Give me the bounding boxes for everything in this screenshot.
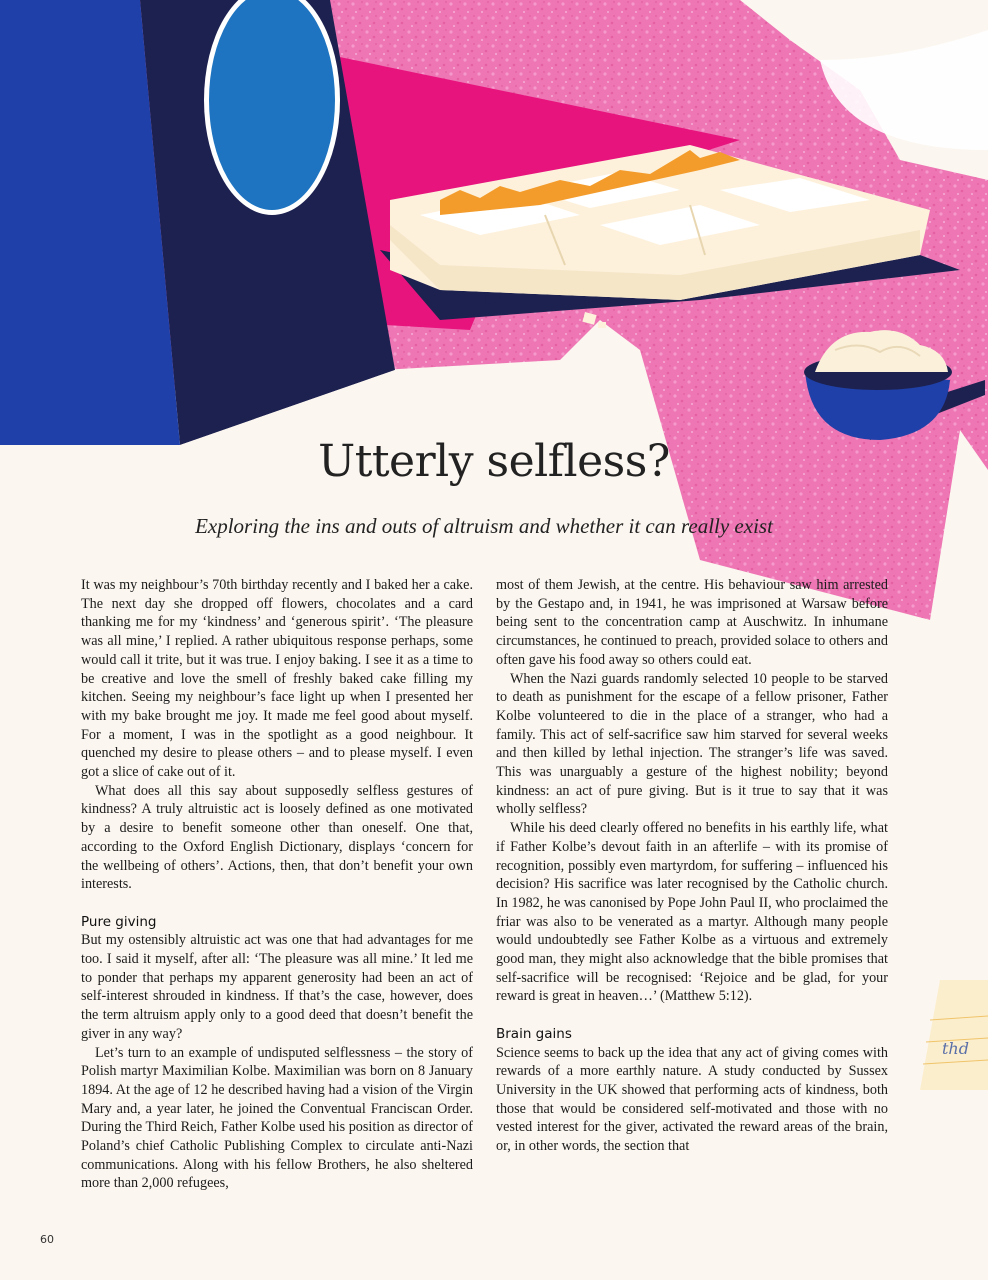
paragraph: Let’s turn to an example of undisputed selflessness – the story of Polish martyr Maximilian Kolbe. Maximilian was born on 8 January 1894. At the age of 12 he described having had a vision of the Virgin Mary and, a year later, he joined the Conventual Franciscan Order. During the Third Reich, Father Kolbe used his position as director of Poland’s chief Catholic Publishing Complex to circulate anti-Nazi communications. Along with his fellow Brothers, he also sheltered more than 2,000 refugees,: [81, 1044, 473, 1192]
section-heading: Brain gains: [496, 1025, 572, 1042]
paragraph: most of them Jewish, at the centre. His behaviour saw him arrested by the Gestapo and, in 1941, he was imprisoned at Warsaw before being sent to the concentration camp at Auschwitz. In inhumane circumstances, he continued to preach, provided solace to others and often gave his food away so others could eat.: [496, 577, 888, 668]
article-title: Utterly selfless?: [318, 436, 670, 487]
page-number: 60: [40, 1233, 54, 1246]
paragraph: It was my neighbour’s 70th birthday recently and I baked her a cake. The next day she dropped off flowers, chocolates and a card thanking me for my ‘kindness’ and ‘generous spirit’. ‘The pleasure was all mine,’ I replied. A rather ubiquitous response perhaps, some would call it trite, but it was true. I enjoy baking. I see it as a time to be creative and love the smell of freshly baked cake filling my kitchen. Seeing my neighbour’s face light up when I presented her with my bake brought me joy. It made me feel good about myself. For a moment, I was in the spotlight as a good neighbour. It quenched my desire to please others – and to please myself. I even got a slice of cake out of it.: [81, 577, 473, 781]
paragraph: But my ostensibly altruistic act was one that had advantages for me too. I said it myself, after all: ‘The pleasure was all mine.’ It led me to ponder that perhaps my apparent generosity had been an act of self-interest shrouded in kindness. If that’s the case, however, does the term altruism apply only to a good deed that doesn’t benefit the giver in any way?: [81, 932, 473, 1042]
section-heading: Pure giving: [81, 913, 157, 930]
lens-blue: [209, 0, 335, 210]
article-subtitle: Exploring the ins and outs of altruism and whether it can really exist: [195, 514, 773, 538]
paragraph: What does all this say about supposedly selfless gestures of kindness? A truly altruistic act is loosely defined as one motivated by a desire to benefit someone other than oneself. One that, according to the Oxford English Dictionary, displays ‘concern for the wellbeing of others’. Actions, then, that don’t benefit your own interests.: [81, 782, 473, 893]
crumb: [598, 322, 606, 328]
lined-note-paper: [920, 980, 988, 1090]
paragraph: Science seems to back up the idea that any act of giving comes with rewards of a more earthly nature. A study conducted by Sussex University in the UK showed that performing acts of kindness, both those that would be considered self-motivated and those with no vested interest for the giver, activated the reward areas of the brain, or, in other words, the section that: [496, 1044, 888, 1155]
margin-script-text: thd: [942, 1039, 969, 1058]
paragraph: When the Nazi guards randomly selected 10 people to be starved to death as punishment for the escape of a fellow prisoner, Father Kolbe volunteered to die in the place of a stranger, who had a family. This act of self-sacrifice saw him starved for several weeks and then killed by lethal injection. The stranger’s life was saved. This was unarguably a gesture of the highest nobility; beyond kindness: an act of pure giving. But is it true to say that it was wholly selfless?: [496, 670, 888, 818]
left-column: [81, 576, 473, 1193]
paragraph: While his deed clearly offered no benefits in his earthly life, what if Father Kolbe’s devout faith in an afterlife – with its promise of recognition, possibly even martyrdom, for suffering – influenced his decision? His sacrifice was later recognised by the Catholic church. In 1982, he was canonised by Pope John Paul II, who proclaimed the friar was also to be venerated as a martyr. Although many people would undoubtedly see Father Kolbe as a virtuous and extremely good man, they might also acknowledge that the bible promises that self-sacrifice will be recognised: ‘Rejoice and be glad, for your reward is great in heaven…’ (Matthew 5:12).: [496, 820, 888, 1005]
right-column: [496, 576, 888, 1156]
